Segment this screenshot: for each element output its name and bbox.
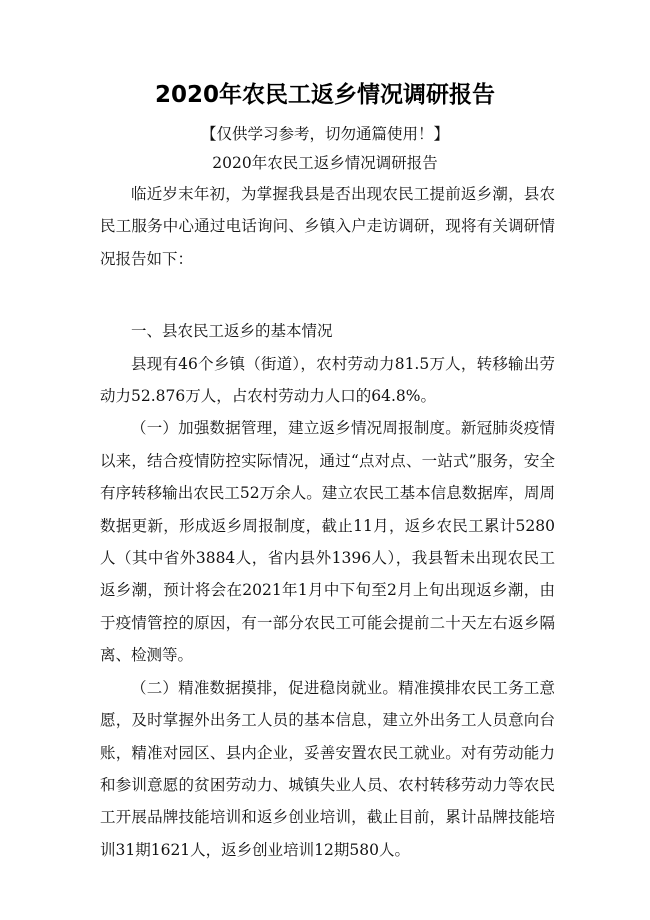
statistics-paragraph: 县现有46个乡镇（街道），农村劳动力81.5万人，转移输出劳动力52.876万人，占农村劳动力人口的64.8%。 (100, 354, 555, 406)
usage-notice: 【仅供学习参考，切勿通篇使用！】 (200, 125, 449, 143)
employment-paragraph: （二）精准数据摸排，促进稳岗就业。精准摸排农民工务工意愿，及时掌握外出务工人员的基本信息，建立外出务工人员意向台账，精准对园区、县内企业，妥善安置农民工就业。对有劳动能力和参训意愿的贫困劳动力、城镇失业人员、农村转移劳动力等农民工开展品牌技能培训和返乡创业培训，截止目前，累计品牌技能培训31期1621人，返乡创业培训12期580人。 (100, 678, 555, 859)
document-subtitle: 2020年农民工返乡情况调研报告 (212, 154, 438, 172)
document-body (100, 178, 555, 866)
data-management-paragraph: （一）加强数据管理，建立返乡情况周报制度。新冠肺炎疫情以来，结合疫情防控实际情况，通过“点对点、一站式”服务，安全有序转移输出农民工52万余人。建立农民工基本信息数据库，周周数据更新，形成返乡周报制度，截止11月，返乡农民工累计5280人（其中省外3884人，省内县外1396人），我县暂未出现农民工返乡潮，预计将会在2021年1月中下旬至2月上旬出现返乡潮，由于疫情管控的原因，有一部分农民工可能会提前二十天左右返乡隔离、检测等。 (100, 419, 555, 665)
section-heading: 一、县农民工返乡的基本情况 (131, 322, 333, 341)
document-title: 2020年农民工返乡情况调研报告 (154, 82, 495, 108)
intro-paragraph: 临近岁末年初，为掌握我县是否出现农民工提前返乡潮，县农民工服务中心通过电话询问、乡镇入户走访调研，现将有关调研情况报告如下： (100, 185, 555, 268)
